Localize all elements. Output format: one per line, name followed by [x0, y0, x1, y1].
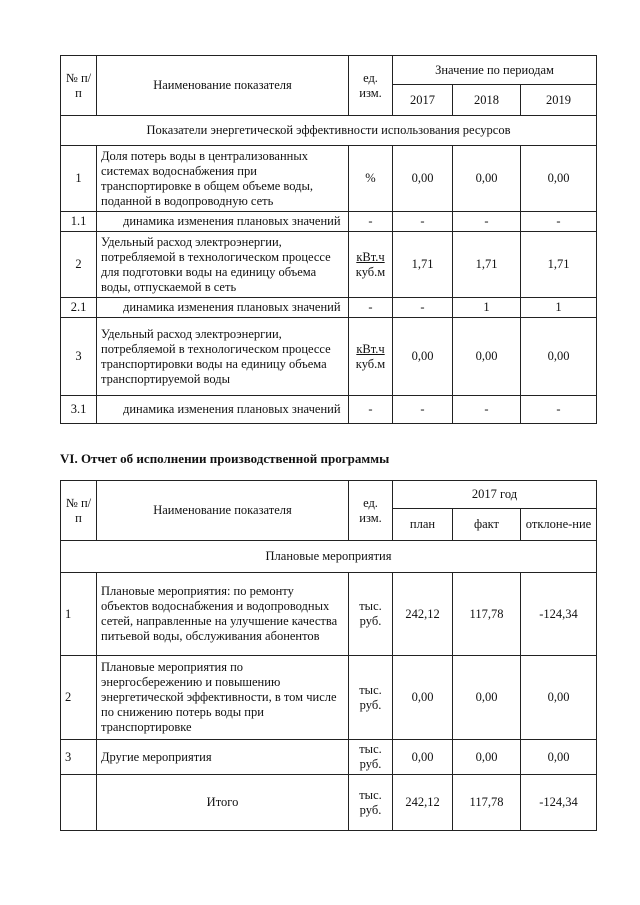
- row-value: 0,00: [393, 656, 453, 740]
- row-name: динамика изменения плановых значений: [97, 396, 349, 424]
- col-header-plan: план: [393, 509, 453, 541]
- row-unit: -: [349, 212, 393, 232]
- row-value: -124,34: [521, 775, 597, 831]
- total-label: Итого: [97, 775, 349, 831]
- col-header-unit: ед. изм.: [349, 56, 393, 116]
- table-row: [61, 573, 597, 656]
- row-value: 1,71: [393, 232, 453, 298]
- row-value: -: [521, 396, 597, 424]
- col-header-fact: факт: [453, 509, 521, 541]
- row-value: 0,00: [453, 656, 521, 740]
- col-header-year: 2017 год: [393, 481, 597, 509]
- row-value: 0,00: [393, 146, 453, 212]
- row-unit: -: [349, 298, 393, 318]
- section-heading: VI. Отчет об исполнении производственной программы: [60, 451, 390, 466]
- col-header-name: Наименование показателя: [97, 56, 349, 116]
- col-header-unit: ед. изм.: [349, 481, 393, 541]
- table-row: [61, 232, 597, 298]
- row-num: 3: [61, 318, 97, 396]
- row-value: 0,00: [453, 740, 521, 775]
- col-header-deviation: отклоне-ние: [521, 509, 597, 541]
- table-row: [61, 740, 597, 775]
- row-value: 0,00: [521, 318, 597, 396]
- unit-denominator: куб.м: [355, 356, 386, 371]
- row-name: динамика изменения плановых значений: [97, 212, 349, 232]
- row-value: 242,12: [393, 573, 453, 656]
- table-row: [61, 318, 597, 396]
- row-unit: тыс. руб.: [349, 573, 393, 656]
- row-num: 3.1: [61, 396, 97, 424]
- row-name: Доля потерь воды в централизованных системах водоснабжения при транспортировке в общем объеме воды, поданной в водопроводную сеть: [97, 146, 349, 212]
- row-value: 1,71: [521, 232, 597, 298]
- row-value: 0,00: [393, 740, 453, 775]
- row-name: Плановые мероприятия: по ремонту объектов водоснабжения и водопроводных сетей, направленные на улучшение качества питьевой воды, обслуживания абонентов: [97, 573, 349, 656]
- table-row: [61, 146, 597, 212]
- section-title: Показатели энергетической эффективности использования ресурсов: [61, 116, 597, 146]
- row-num: 2: [61, 232, 97, 298]
- table-row: [61, 656, 597, 740]
- row-value: 0,00: [521, 656, 597, 740]
- row-num: 1: [61, 573, 97, 656]
- section-title: Плановые мероприятия: [61, 541, 597, 573]
- unit-numerator: кВт.ч: [356, 341, 385, 356]
- row-value: -: [393, 212, 453, 232]
- row-name: Удельный расход электроэнергии, потребляемой в технологическом процессе для подготовки воды на единицу объема воды, отпускаемой в сеть: [97, 232, 349, 298]
- row-name: динамика изменения плановых значений: [97, 298, 349, 318]
- row-num: 1.1: [61, 212, 97, 232]
- row-value: 1: [453, 298, 521, 318]
- row-unit: тыс. руб.: [349, 740, 393, 775]
- row-num: [61, 775, 97, 831]
- col-header-num: № п/п: [61, 481, 97, 541]
- row-unit: -: [349, 396, 393, 424]
- row-value: 0,00: [393, 318, 453, 396]
- unit-numerator: кВт.ч: [356, 249, 385, 264]
- table-row: [61, 396, 597, 424]
- row-num: 2: [61, 656, 97, 740]
- row-value: 0,00: [453, 146, 521, 212]
- row-value: -: [453, 396, 521, 424]
- unit-denominator: куб.м: [355, 264, 386, 279]
- row-unit: тыс. руб.: [349, 775, 393, 831]
- table-row: [61, 212, 597, 232]
- row-num: 1: [61, 146, 97, 212]
- row-unit: тыс. руб.: [349, 656, 393, 740]
- row-value: -: [453, 212, 521, 232]
- col-header-year: 2019: [521, 85, 597, 116]
- row-unit: %: [349, 146, 393, 212]
- row-value: -124,34: [521, 573, 597, 656]
- row-name: Удельный расход электроэнергии, потребляемой в технологическом процессе транспортировки воды на единицу объема транспортируемой воды: [97, 318, 349, 396]
- row-value: 1: [521, 298, 597, 318]
- row-value: 1,71: [453, 232, 521, 298]
- total-row: [61, 775, 597, 831]
- row-value: -: [521, 212, 597, 232]
- col-header-year: 2017: [393, 85, 453, 116]
- row-value: 242,12: [393, 775, 453, 831]
- row-value: 0,00: [453, 318, 521, 396]
- row-value: -: [393, 298, 453, 318]
- col-header-year: 2018: [453, 85, 521, 116]
- col-header-num: № п/п: [61, 56, 97, 116]
- row-value: 0,00: [521, 740, 597, 775]
- row-num: 2.1: [61, 298, 97, 318]
- row-unit: [349, 318, 393, 396]
- row-unit: [349, 232, 393, 298]
- table-row: [61, 298, 597, 318]
- row-name: Плановые мероприятия по энергосбережению и повышению энергетической эффективности, в том числе по снижению потерь воды при транспортировке: [97, 656, 349, 740]
- row-name: Другие мероприятия: [97, 740, 349, 775]
- row-num: 3: [61, 740, 97, 775]
- col-header-periods: Значение по периодам: [393, 56, 597, 85]
- production-program-table: [60, 480, 597, 831]
- col-header-name: Наименование показателя: [97, 481, 349, 541]
- row-value: -: [393, 396, 453, 424]
- row-value: 117,78: [453, 775, 521, 831]
- row-value: 117,78: [453, 573, 521, 656]
- row-value: 0,00: [521, 146, 597, 212]
- energy-efficiency-table: [60, 55, 597, 424]
